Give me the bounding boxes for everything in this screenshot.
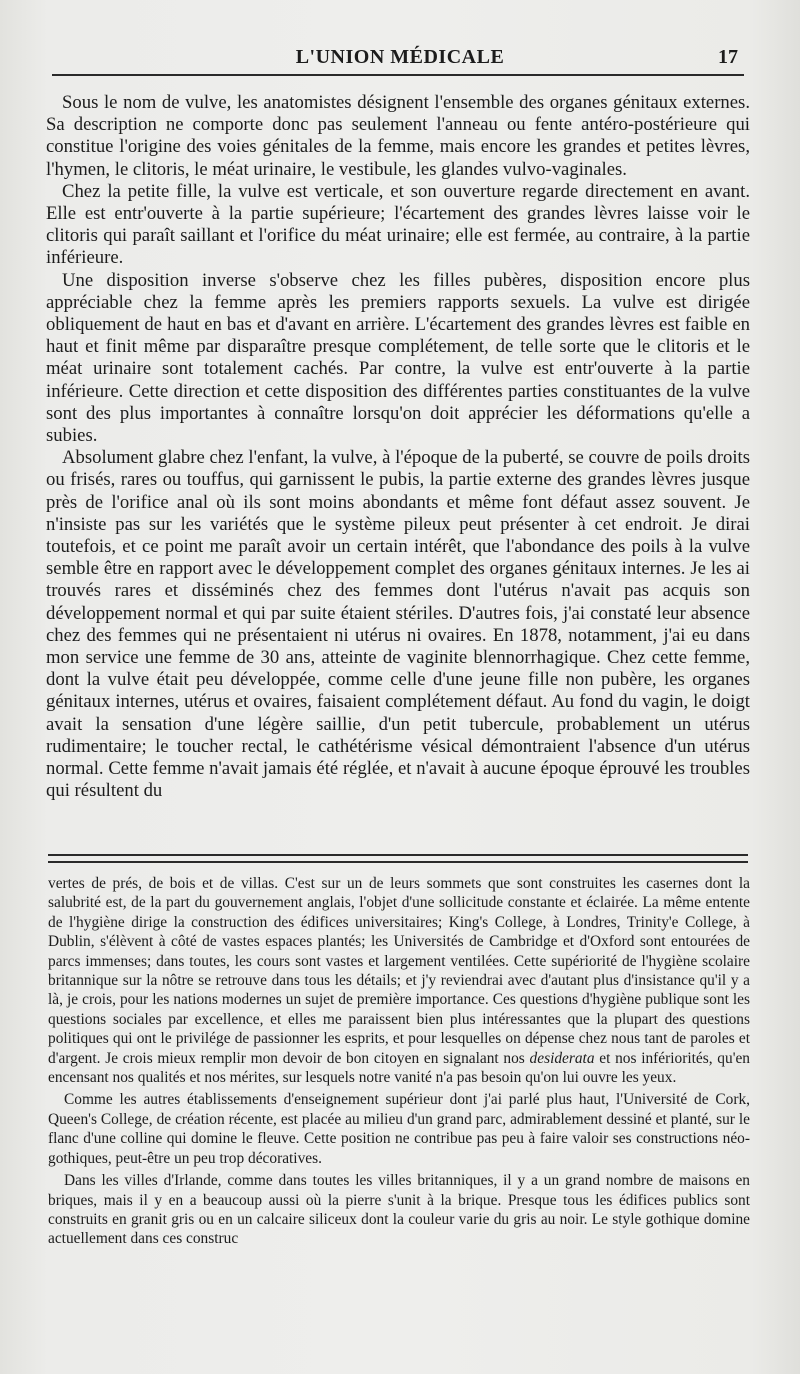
header-rule — [52, 74, 744, 76]
footnote — [48, 874, 750, 1252]
paragraph: Chez la petite fille, la vulve est verticale, et son ouverture regarde directement en avant. Elle est entr'ouverte à la partie supérieure; l'écartement des grandes lèvres laisse voir le clitoris qui paraît saillant et l'orifice du méat urinaire; elle est fermée, au contraire, à la partie inférieure. — [46, 180, 750, 269]
paragraph: Sous le nom de vulve, les anatomistes désignent l'ensemble des organes génitaux externes. Sa description ne comporte donc pas seulement l'anneau ou fente antéro-postérieure qui constitue l'origine des voies génitales de la femme, mais encore les grandes et petites lèvres, l'hymen, le clitoris, le méat urinaire, le vestibule, les glandes vulvo-vaginales. — [46, 92, 750, 180]
paragraph: Une disposition inverse s'observe chez les filles pubères, disposition encore plus appréciable chez la femme après les premiers rapports sexuels. La vulve est dirigée obliquement de haut en bas et d'avant en arrière. L'écartement des grandes lèvres est faible en haut et finit même par disparaître presque complétement, de telle sorte que le clitoris et le méat urinaire sont totalement cachés. Par contre, la vulve est entr'ouverte à la partie inférieure. Cette direction et cette disposition des différentes parties constituantes de la vulve sont des plus importantes à connaître lorsqu'on doit apprécier les déformations qu'elle a subies. — [46, 269, 750, 447]
footnote-separator — [48, 854, 748, 863]
footnote-text: et nos infériorités, qu'en encensant nos qualités et nos mérites, sur lesquels notre vanité n'a pas besoin qu'on lui ouvre les yeux. — [48, 1049, 750, 1087]
footnote-paragraph: Dans les villes d'Irlande, comme dans toutes les villes britanniques, il y a un grand nombre de maisons en briques, mais il y en a beaucoup aussi où la pierre s'unit à la brique. Presque tous les édifices publics sont construits en granit gris ou en un calcaire siliceux dont la couleur varie du gris au noir. Le style gothique domine actuellement dans ces construc — [48, 1172, 750, 1248]
footnote-text: vertes de prés, de bois et de villas. C'est sur un de leurs sommets que sont construites les casernes dont la salubrité est, de la part du gouvernement anglais, l'objet d'une sollicitude constante et éclairée. La même entente de l'hygiène dirige la construction des édifices universitaires; King's College, à Londres, Trinity'e College, à Dublin, s'élèvent à côté de vastes espaces plantés; les Universités de Cambridge et d'Oxford sont entourées de parcs immenses; dans toutes, les cours sont vastes et largement ventilées. Cette supériorité de l'hygiène scolaire britannique sur la nôtre se retrouve dans tous les détails; et j'y reviendrai avec d'autant plus d'insistance qu'il y a là, je crois, pour les nations modernes un sujet de première importance. Ces questions d'hygiène publique sont les questions sociales par excellence, et elles me paraissent bien plus intéressantes que la plupart des questions politiques qui ont le privilége de passionner les esprits, et pour lesquelles on dépense chez nous tant de paroles et d'argent. Je crois mieux remplir mon devoir de bon citoyen en signalant nos — [48, 875, 750, 1067]
footnote-paragraph: Comme les autres établissements d'enseignement supérieur dont j'ai parlé plus haut, l'Université de Cork, Queen's College, de création récente, est placée au milieu d'un grand parc, admirablement dessiné et planté, sur le flanc d'une colline qui domine le fleuve. Cette position ne contribue pas peu à faire valoir ses constructions néo-gothiques, peut-être un peu trop décoratives. — [48, 1091, 750, 1167]
italic-term: desiderata — [529, 1049, 595, 1067]
footnote-paragraph — [48, 874, 750, 1087]
paragraph: Absolument glabre chez l'enfant, la vulve, à l'époque de la puberté, se couvre de poils droits ou frisés, rares ou touffus, qui garnissent le pubis, la partie externe des grandes lèvres jusque près de l'orifice anal où ils sont moins abondants et même font défaut assez souvent. Je n'insiste pas sur les variétés que le système pileux peut présenter à cet endroit. Je dirai toutefois, et ce point me paraît avoir un certain intérêt, que l'abondance des poils à la vulve semble être en rapport avec le développement complet des organes génitaux internes. Je les ai trouvés rares et disséminés chez des femmes dont l'utérus n'avait pas acquis son développement normal et qui par suite étaient stériles. D'autres fois, j'ai constaté leur absence chez des femmes qui ne présentaient ni utérus ni ovaires. En 1878, notamment, j'ai eu dans mon service une femme de 30 ans, atteinte de vaginite blennorrhagique. Chez cette femme, dont la vulve était peu développée, comme celle d'une jeune fille non pubère, les organes génitaux internes, utérus et ovaires, faisaient complétement défaut. Au fond du vagin, le doigt avait la sensation d'une légère saillie, d'un petit tubercule, probablement un utérus rudimentaire; le toucher rectal, le cathétérisme vésical démontraient l'absence d'un utérus normal. Cette femme n'avait jamais été réglée, et n'avait à aucune époque éprouvé les troubles qui résultent du — [46, 447, 750, 802]
journal-title: L'UNION MÉDICALE — [295, 46, 505, 68]
main-text — [46, 92, 750, 803]
page-number: 17 — [718, 46, 738, 68]
